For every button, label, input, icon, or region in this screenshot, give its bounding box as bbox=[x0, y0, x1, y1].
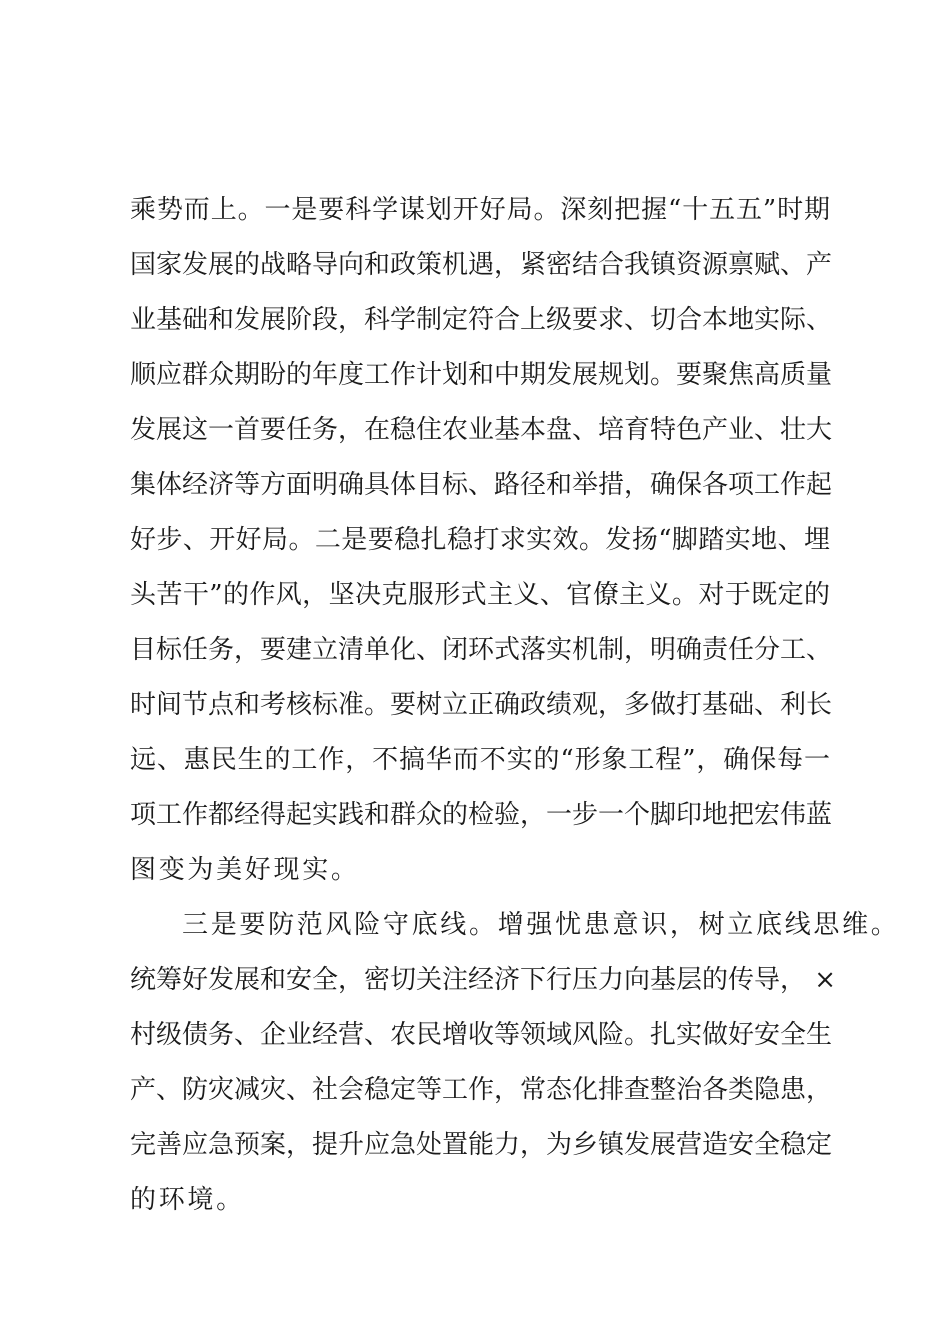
text-line: 国家发展的战略导向和政策机遇，紧密结合我镇资源禀赋、产 bbox=[130, 250, 833, 280]
text-line: 发展这一首要任务，在稳住农业基本盘、培育特色产业、壮大 bbox=[130, 415, 833, 445]
text-line: 集体经济等方面明确具体目标、路径和举措，确保各项工作起 bbox=[130, 470, 833, 500]
text-line: 产、防灾减灾、社会稳定等工作，常态化排查整治各类隐患， bbox=[130, 1075, 833, 1105]
text-line: 统筹好发展和安全，密切关注经济下行压力向基层的传导， × bbox=[130, 965, 837, 995]
paragraph-1 bbox=[130, 183, 833, 898]
text-line: 好步、开好局。二是要稳扎稳打求实效。发扬“脚踏实地、埋 bbox=[130, 525, 830, 555]
text-line: 的环境。 bbox=[130, 1185, 245, 1215]
text-line: 远、惠民生的工作，不搞华而不实的“形象工程”，确保每一 bbox=[130, 745, 830, 775]
text-line: 三是要防范风险守底线。增强忧患意识，树立底线思维。 bbox=[182, 910, 900, 940]
text-line: 头苦干”的作风，坚决克服形式主义、官僚主义。对于既定的 bbox=[130, 580, 830, 610]
document-body bbox=[130, 183, 900, 1228]
text-line: 项工作都经得起实践和群众的检验，一步一个脚印地把宏伟蓝 bbox=[130, 800, 833, 830]
paragraph-2 bbox=[130, 898, 900, 1228]
text-line: 目标任务，要建立清单化、闭环式落实机制，明确责任分工、 bbox=[130, 635, 833, 665]
text-line: 业基础和发展阶段，科学制定符合上级要求、切合本地实际、 bbox=[130, 305, 833, 335]
text-line: 图变为美好现实。 bbox=[130, 855, 360, 885]
text-line: 乘势而上。一是要科学谋划开好局。深刻把握“十五五”时期 bbox=[130, 195, 830, 225]
text-line: 完善应急预案，提升应急处置能力，为乡镇发展营造安全稳定 bbox=[130, 1130, 833, 1160]
text-line: 村级债务、企业经营、农民增收等领域风险。扎实做好安全生 bbox=[130, 1020, 833, 1050]
text-line: 时间节点和考核标准。要树立正确政绩观，多做打基础、利长 bbox=[130, 690, 833, 720]
text-line: 顺应群众期盼的年度工作计划和中期发展规划。要聚焦高质量 bbox=[130, 360, 833, 390]
